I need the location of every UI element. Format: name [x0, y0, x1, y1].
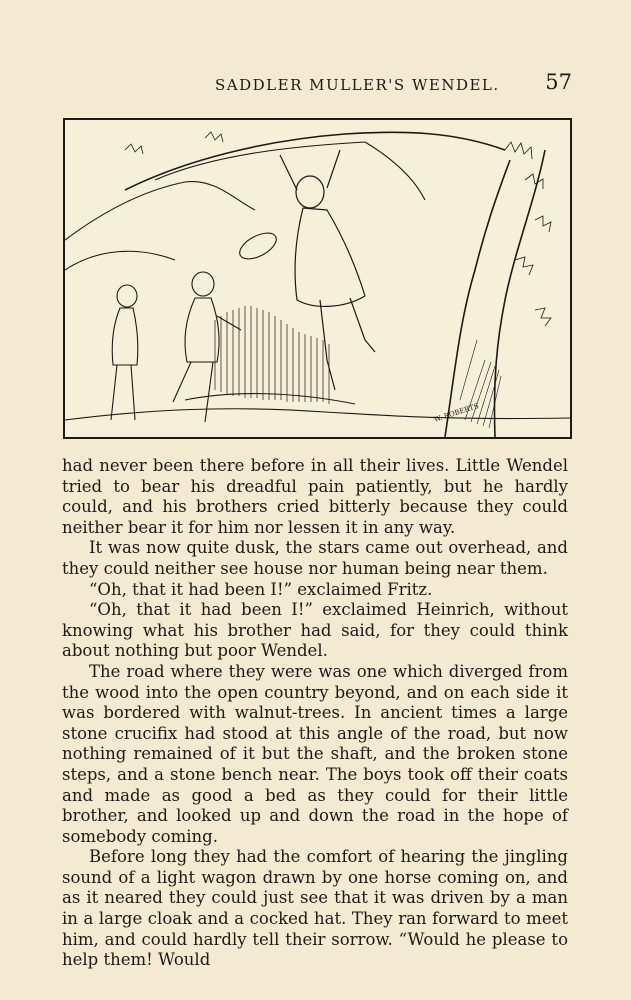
overhead-branch — [125, 132, 505, 190]
boy-left-figure — [111, 285, 138, 420]
paragraph: It was now quite dusk, the stars came out overhead, and they could neither see house nor human being near them. — [62, 538, 568, 578]
tree-trunk-right — [494, 150, 545, 437]
distant-hill-low — [65, 251, 175, 270]
distant-hill — [65, 182, 255, 240]
paragraph: “Oh, that it had been I!” exclaimed Fritz. — [89, 579, 433, 599]
girl-figure — [280, 150, 375, 390]
illustration — [63, 118, 572, 439]
paragraph: “Oh, that it had been I!” exclaimed Heinrich, without knowing what his brother had said, for they could think about nothing but poor Wendel. — [62, 600, 568, 661]
paragraph: The road where they were was one which diverged from the wood into the open country beyond, and on each side it was bordered with walnut-trees. In ancient times a large stone crucifix had stood at this angle of the road, but now nothing remained of it but the shaft, and the broken stone steps, and a stone bench near. The boys took off their coats and made as good a bed as they could for their little brother, and looked up and down the road in the hope of somebody coming. — [62, 661, 568, 846]
paragraph: had never been there before in all their lives. Little Wendel tried to bear his dreadful pain patiently, but he hardly could, and his brothers cried bitterly because they could neither bear it for him nor lessen it in any way. — [62, 456, 568, 537]
tree-trunk — [445, 160, 510, 437]
illustrator-signature: W. ROBERTS — [433, 401, 480, 424]
overhead-branch-inner — [155, 142, 365, 180]
running-title: SADDLER MULLER'S WENDEL. — [215, 76, 500, 94]
branch-fork — [365, 142, 425, 200]
ground-hatching — [215, 306, 329, 404]
paragraph: Before long they had the comfort of hearing the jingling sound of a light wagon drawn by one horse coming on, and as it neared they could just see that it was driven by a man in a large cloak and a cocked hat. They ran forward to meet him, and could hardly tell their sorrow. “Would he please to help them! Would — [62, 847, 568, 970]
page-number: 57 — [545, 70, 572, 94]
boy-right-figure — [173, 272, 241, 422]
engraving-scene — [65, 120, 570, 437]
body-text — [62, 456, 568, 971]
falling-hat — [236, 228, 281, 264]
running-head — [60, 70, 572, 98]
road-path — [185, 394, 355, 404]
